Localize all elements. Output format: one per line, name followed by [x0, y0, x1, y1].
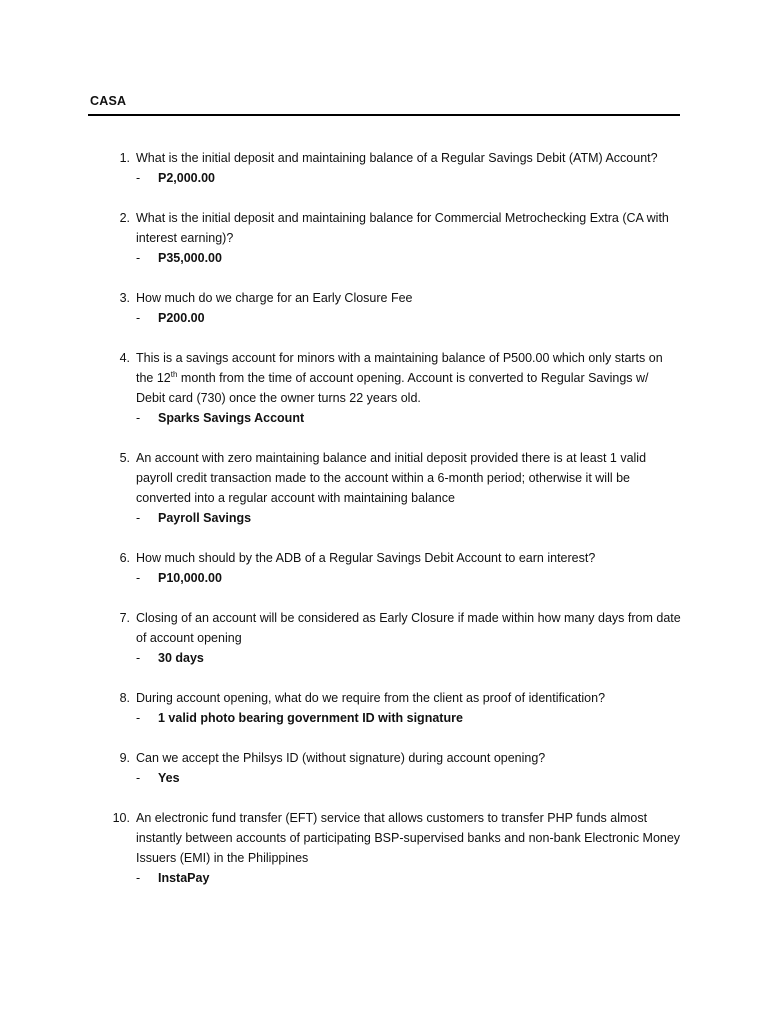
answer-text: P2,000.00	[158, 171, 215, 185]
question-text	[136, 348, 681, 408]
answer-text: 1 valid photo bearing government ID with signature	[158, 711, 463, 725]
answer-bullet: -	[136, 711, 141, 725]
heading-underline	[88, 114, 680, 116]
question-text: How much should by the ADB of a Regular Savings Debit Account to earn interest?	[136, 551, 596, 565]
answer-bullet: -	[136, 511, 141, 525]
question-number: 10.	[112, 811, 130, 825]
answer-line	[136, 508, 686, 528]
answer-text: P200.00	[158, 311, 205, 325]
answer-bullet: -	[136, 251, 141, 265]
question-text: What is the initial deposit and maintaining balance for Commercial Metrochecking Extra (CA with interest earning)?	[136, 211, 669, 245]
question-text: Closing of an account will be considered as Early Closure if made within how many days from date of account opening	[136, 611, 681, 645]
question-item-5	[106, 448, 686, 528]
question-number: 8.	[119, 691, 130, 705]
answer-line	[136, 248, 686, 268]
answer-line	[136, 768, 686, 788]
question-text: Can we accept the Philsys ID (without signature) during account opening?	[136, 751, 546, 765]
question-number: 6.	[119, 551, 130, 565]
answer-line	[136, 708, 686, 728]
answer-bullet: -	[136, 171, 141, 185]
answer-line	[136, 648, 686, 668]
question-item-1	[106, 148, 686, 188]
question-number: 1.	[119, 151, 130, 165]
answer-bullet: -	[136, 411, 141, 425]
question-text: An account with zero maintaining balance and initial deposit provided there is at least 1 valid payroll credit transaction made to the account within a 6-month period; otherwise it will be converted into a regular account with maintaining balance	[136, 451, 647, 505]
question-item-7	[106, 608, 686, 668]
question-number: 4.	[119, 351, 130, 365]
answer-text: InstaPay	[158, 871, 210, 885]
question-text: During account opening, what do we require from the client as proof of identification?	[136, 691, 606, 705]
answer-bullet: -	[136, 571, 141, 585]
question-item-6	[106, 548, 686, 588]
answer-line	[136, 868, 686, 888]
answer-line	[136, 408, 686, 428]
question-text-part-a: This is a savings account for minors with a maintaining balance of P500.00 which only starts on the 12	[136, 351, 663, 385]
answer-bullet: -	[136, 871, 141, 885]
answer-text: P35,000.00	[158, 251, 222, 265]
question-text: How much do we charge for an Early Closure Fee	[136, 291, 413, 305]
question-item-4	[106, 348, 686, 428]
answer-text: P10,000.00	[158, 571, 222, 585]
answer-bullet: -	[136, 311, 141, 325]
answer-line	[136, 168, 686, 188]
question-number: 7.	[119, 611, 130, 625]
answer-text: Sparks Savings Account	[158, 411, 305, 425]
question-text: What is the initial deposit and maintaining balance of a Regular Savings Debit (ATM) Account?	[136, 151, 658, 165]
section-heading: CASA	[90, 94, 127, 108]
question-text: An electronic fund transfer (EFT) service that allows customers to transfer PHP funds almost instantly between accounts of participating BSP-supervised banks and non-bank Electronic Money Issuers (EMI) in the Philippines	[136, 811, 681, 865]
question-item-8	[106, 688, 686, 728]
ordinal-suffix: th	[170, 369, 178, 379]
answer-bullet: -	[136, 771, 141, 785]
answer-text: 30 days	[158, 651, 204, 665]
answer-bullet: -	[136, 651, 141, 665]
question-number: 5.	[119, 451, 130, 465]
question-item-9	[106, 748, 686, 788]
question-item-10	[106, 808, 686, 888]
question-number: 9.	[119, 751, 130, 765]
question-text-part-b: month from the time of account opening. Account is converted to Regular Savings w/ Debit card (730) once the owner turns 22 years old.	[136, 371, 649, 405]
question-item-2	[106, 208, 686, 268]
answer-text: Yes	[158, 771, 180, 785]
question-number: 3.	[119, 291, 130, 305]
answer-text: Payroll Savings	[158, 511, 252, 525]
answer-line	[136, 308, 686, 328]
question-item-3	[106, 288, 686, 328]
answer-line	[136, 568, 686, 588]
question-number: 2.	[119, 211, 130, 225]
